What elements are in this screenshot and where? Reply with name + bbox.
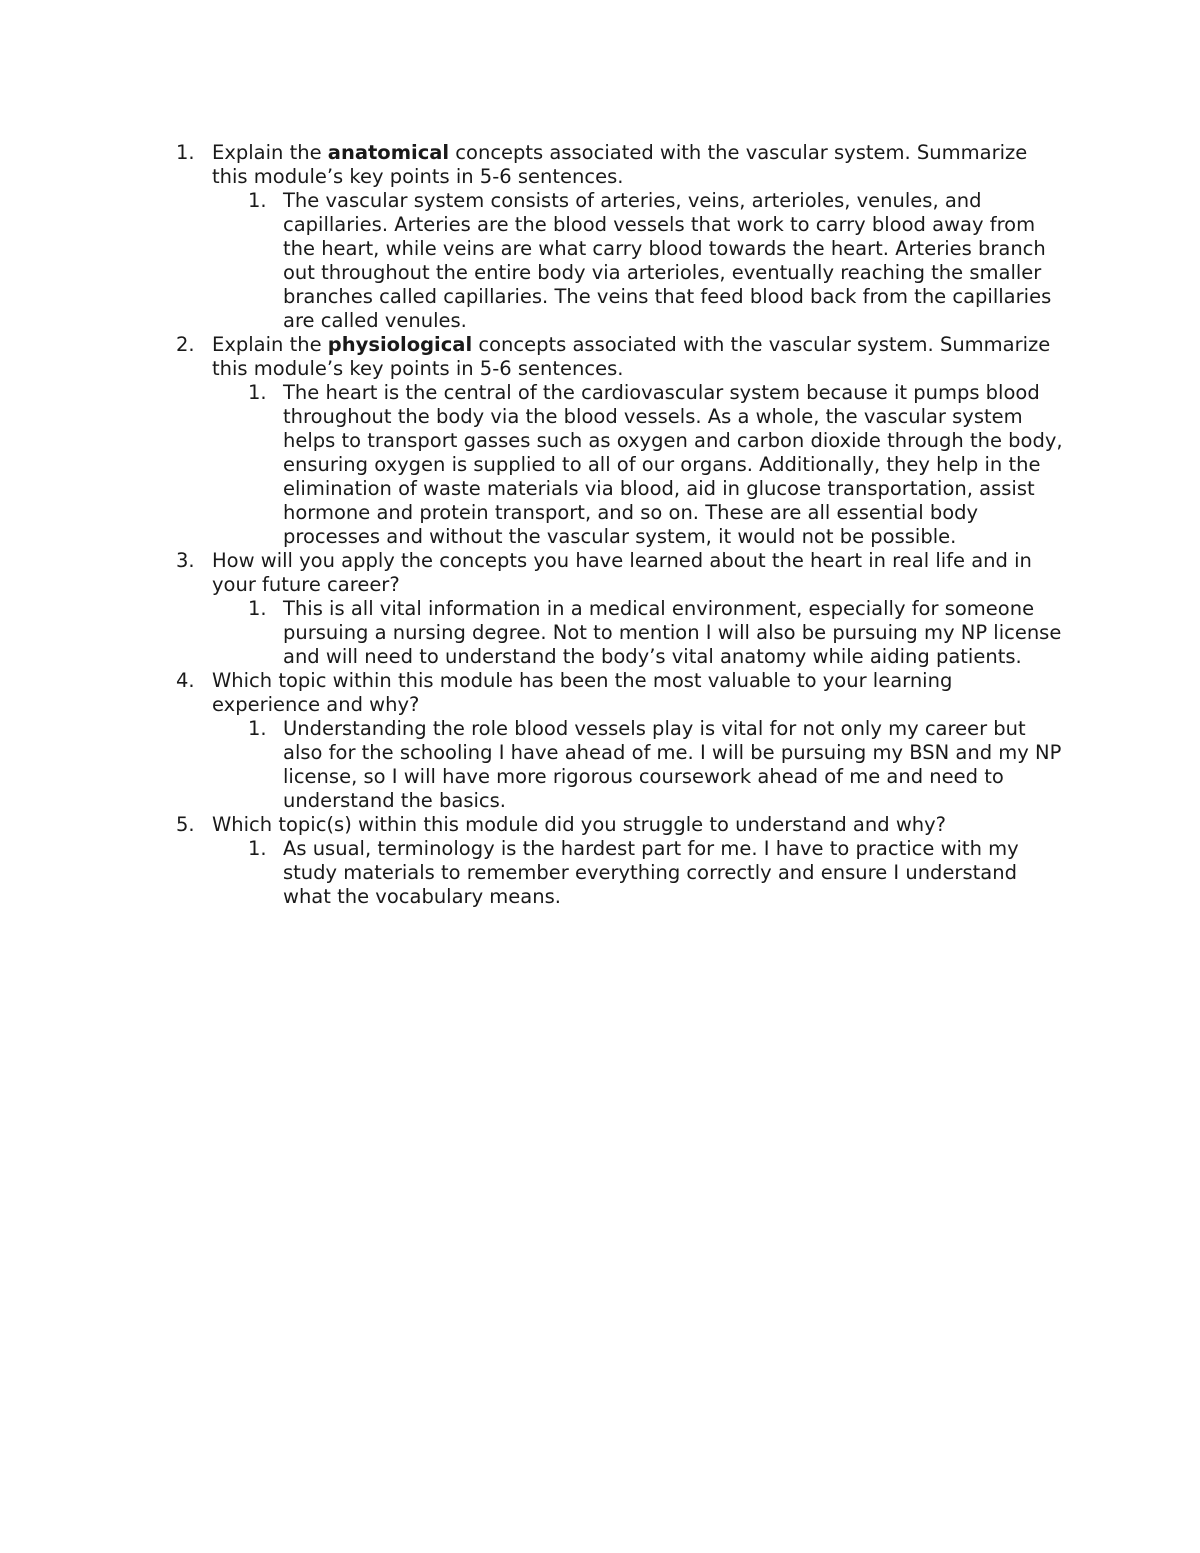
answer-text: This is all vital information in a medical environment, especially for someone pursuing a nursing degree. Not to mention I will also be pursuing my NP license and will need to understand the body’s vital anatomy while aiding patients. <box>283 597 1062 668</box>
question-item <box>176 333 1062 381</box>
question-item <box>176 669 1062 717</box>
question-text: Which topic within this module has been the most valuable to your learning experience and why? <box>212 669 953 716</box>
question-bold-term: physiological <box>327 333 473 356</box>
answer-item <box>248 837 1063 909</box>
question-text <box>212 141 1027 188</box>
answer-text: Understanding the role blood vessels play is vital for not only my career but also for the schooling I have ahead of me. I will be pursuing my BSN and my NP license, so I will have more rigorous coursework ahead of me and need to understand the basics. <box>283 717 1062 812</box>
question-list <box>0 141 1200 909</box>
answer-item <box>248 381 1063 549</box>
question-number: 3. <box>176 549 195 572</box>
question-text <box>212 333 1050 380</box>
question-number: 2. <box>176 333 195 356</box>
question-prefix: Explain the <box>212 141 328 164</box>
question-text: How will you apply the concepts you have learned about the heart in real life and in your future career? <box>212 549 1032 596</box>
answer-text: The heart is the central of the cardiovascular system because it pumps blood throughout the body via the blood vessels. As a whole, the vascular system helps to transport gasses such as oxygen and carbon dioxide through the body, ensuring oxygen is supplied to all of our organs. Additionally, they help in the elimination of waste materials via blood, aid in glucose transportation, assist hormone and protein transport, and so on. These are all essential body processes and without the vascular system, it would not be possible. <box>283 381 1063 548</box>
answer-text: The vascular system consists of arteries, veins, arterioles, venules, and capillaries. Arteries are the blood vessels that work to carry blood away from the heart, while veins are what carry blood towards the heart. Arteries branch out throughout the entire body via arterioles, eventually reaching the smaller branches called capillaries. The veins that feed blood back from the capillaries are called venules. <box>283 189 1052 332</box>
answer-number: 1. <box>248 189 267 212</box>
question-suffix: concepts associated with the vascular system. Summarize this module’s key points in 5-6 sentences. <box>212 333 1051 380</box>
question-item <box>176 549 1062 597</box>
answer-text: As usual, terminology is the hardest part for me. I have to practice with my study materials to remember everything correctly and ensure I understand what the vocabulary means. <box>283 837 1019 908</box>
question-prefix: Explain the <box>212 333 328 356</box>
question-text: Which topic(s) within this module did you struggle to understand and why? <box>212 813 947 836</box>
answer-item <box>248 717 1063 813</box>
answer-number: 1. <box>248 837 267 860</box>
answer-number: 1. <box>248 381 267 404</box>
question-bold-term: anatomical <box>327 141 450 164</box>
question-suffix: concepts associated with the vascular system. Summarize this module’s key points in 5-6 sentences. <box>212 141 1028 188</box>
question-item <box>176 813 1062 837</box>
answer-number: 1. <box>248 597 267 620</box>
answer-item <box>248 597 1063 669</box>
question-number: 1. <box>176 141 195 164</box>
answer-number: 1. <box>248 717 267 740</box>
question-number: 4. <box>176 669 195 692</box>
question-item <box>176 141 1062 189</box>
answer-item <box>248 189 1063 333</box>
question-number: 5. <box>176 813 195 836</box>
